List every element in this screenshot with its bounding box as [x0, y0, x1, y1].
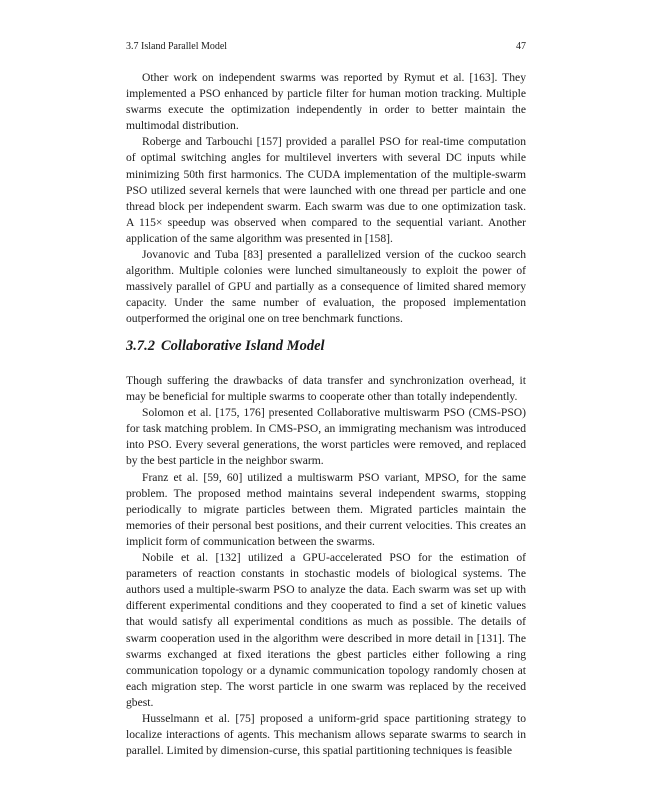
paragraph-overview: Though suffering the drawbacks of data transfer and synchronization overhead, it may be beneficial for multiple swarms to cooperate other than totally independently. — [126, 374, 526, 404]
paragraph-jovanovic: Jovanovic and Tuba [83] presented a parallelized version of the cuckoo search algorithm. Multiple colonies were lunched simultaneously to exploit the power of massively parallel of GPU and partially as a consequence of limited shared memory capacity. Under the same number of evaluation, the proposed implementation outperformed the original one on tree benchmark functions. — [126, 248, 526, 326]
section-number: 3.7.2 — [126, 338, 155, 354]
paragraph-franz: Franz et al. [59, 60] utilized a multiswarm PSO variant, MPSO, for the same problem. The proposed method maintains several independent swarms, stopping periodically to migrate particles between them. Migrated particles maintain the memories of their personal best positions, and their current velocities. This creates an implicit form of communication between the swarms. — [126, 470, 526, 548]
section-heading — [126, 336, 526, 356]
page-number: 47 — [516, 41, 526, 52]
intro-text — [126, 70, 526, 328]
paragraph-rymut: Other work on independent swarms was reported by Rymut et al. [163]. They implemented a PSO enhanced by particle filter for human motion tracking. Multiple swarms execute the optimization independently in order to better maintain the multimodal distribution. — [126, 71, 526, 133]
paragraph-husselmann: Husselmann et al. [75] proposed a uniform-grid space partitioning strategy to localize interactions of agents. This mechanism allows separate swarms to search in parallel. Limited by dimension-curse, this spatial partitioning techniques is feasible — [126, 711, 526, 758]
paragraph-roberge: Roberge and Tarbouchi [157] provided a parallel PSO for real-time computation of optimal switching angles for multilevel inverters with several DC inputs while minimizing 50th first harmonics. The CUDA implementation of the multiple-swarm PSO utilized several kernels that were launched with one thread per particle and one thread block per independent swarm. Each swarm was due to one optimization task. A 115× speedup was observed when compared to the sequential variant. Another application of the same algorithm was presented in [158]. — [126, 135, 526, 245]
running-head-section: 3.7 Island Parallel Model — [126, 41, 228, 52]
section-text — [126, 373, 526, 759]
running-head — [126, 40, 526, 54]
paragraph-solomon: Solomon et al. [175, 176] presented Collaborative multiswarm PSO (CMS-PSO) for task matching problem. In CMS-PSO, an immigrating mechanism was introduced into PSO. Every several generations, the worst particles were removed, and replaced by the best particle in the neighbor swarm. — [126, 406, 526, 468]
section-title: Collaborative Island Model — [161, 338, 325, 354]
paragraph-nobile: Nobile et al. [132] utilized a GPU-accelerated PSO for the estimation of parameters of reaction constants in stochastic models of biological systems. The authors used a multiple-swarm PSO to analyze the data. Each swarm was set up with different experimental conditions and they cooperated to find a set of kinetic values that would satisfy all experimental conditions as much as possible. The details of swarm cooperation used in the algorithm were described in more detail in [131]. The swarms exchanged at fixed iterations the gbest particles either following a ring communication topology or a dynamic communication topology randomly chosen at each migration step. The worst particle in one swarm was replaced by the received gbest. — [126, 551, 526, 709]
